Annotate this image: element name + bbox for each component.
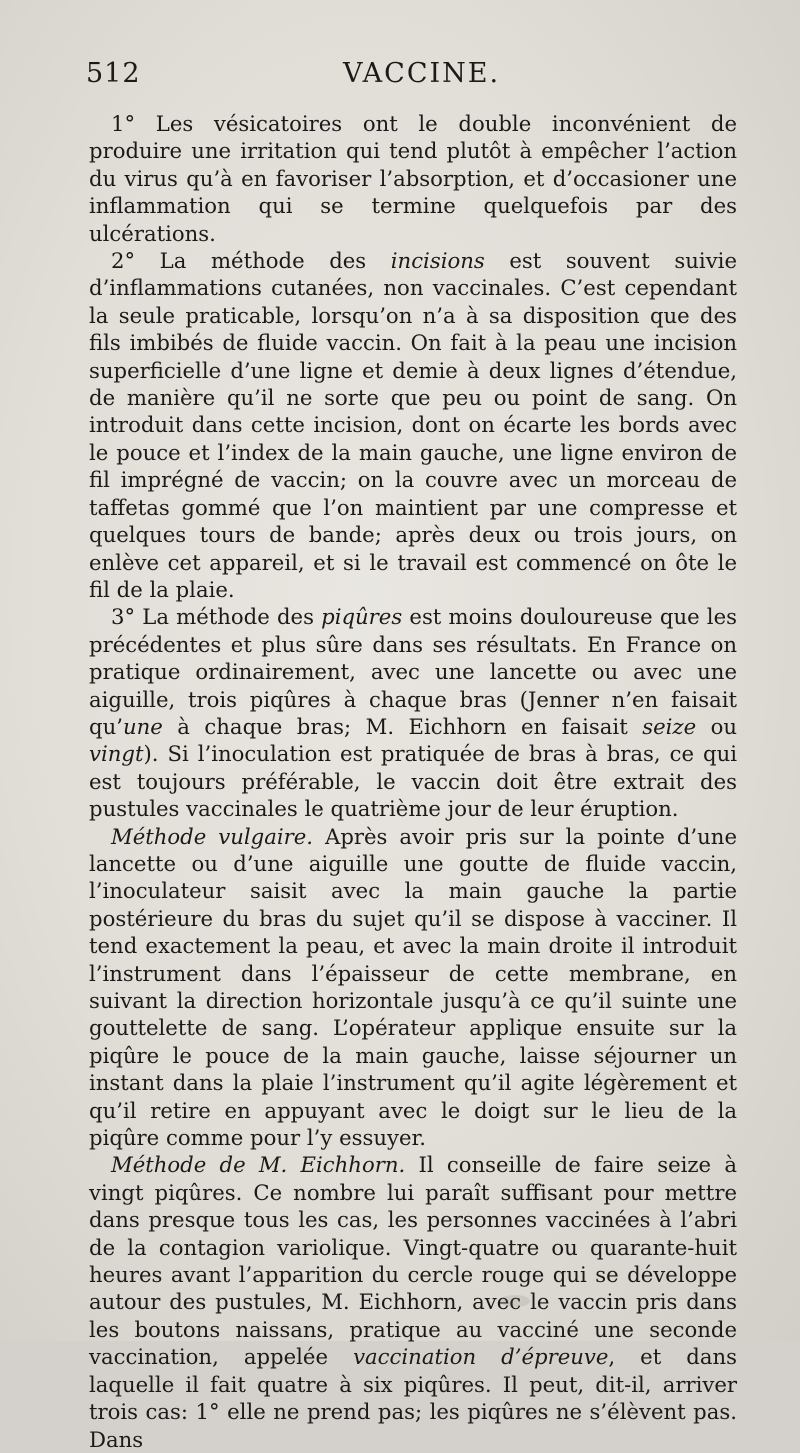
paragraph-4 (89, 823, 737, 1152)
italic-run: Méthode vulgaire. (111, 823, 314, 849)
text-run: Après avoir pris sur la pointe d’une lancette ou d’une aiguille une goutte de fluide vaccin, l’inoculateur saisit avec la main gauche la partie postérieure du bras du sujet qu’il se dispose à vacciner. Il tend exactement la peau, et avec la main droite il introduit l’instrument dans l’épaisseur de cette membrane, en suivant la direction horizontale jusqu’à ce qu’il suinte une gouttelette de sang. L’opérateur applique ensuite sur la piqûre le pouce de la main gauche, laisse séjourner un instant dans la plaie l’instrument qu’il agite légèrement et qu’il retire en appuyant avec le doigt sur le lieu de la piqûre comme pour l’y essuyer. (89, 823, 737, 1151)
text-run: ou (696, 713, 738, 739)
paragraph-2 (89, 247, 737, 603)
page-header (86, 58, 726, 98)
text-run: 2° La méthode des (111, 248, 391, 274)
paragraph-5 (89, 1151, 737, 1452)
paragraph-3 (89, 603, 737, 822)
paragraph-1 (89, 110, 737, 247)
italic-run: seize (642, 713, 697, 739)
italic-run: piqûres (321, 604, 403, 630)
italic-run: vaccination d’épreuve (353, 1344, 609, 1370)
italic-run: vingt (89, 741, 144, 767)
text-run: Il conseille de faire seize à vingt piqûres. Ce nombre lui paraît suffisant pour mettre dans presque tous les cas, les personnes vaccinées à l’abri de la contagion variolique. Vingt-quatre ou quarante-huit heures avant l’apparition du cercle rouge qui se développe autour des pustules, M. Eichhorn, avec le vaccin pris dans les boutons naissans, pratique au vacciné une seconde vaccination, appelée (89, 1152, 737, 1370)
running-title: VACCINE. (343, 58, 501, 89)
text-run: 3° La méthode des (111, 604, 322, 630)
text-run: 1° Les vésicatoires ont le double inconvénient de produire une irritation qui tend plutôt à empêcher l’action du virus qu’à en favoriser l’absorption, et d’occasioner une inflammation qui se termine quelquefois par des ulcérations. (89, 111, 737, 246)
italic-run: Méthode de M. Eichhorn. (111, 1152, 406, 1178)
text-run: à chaque bras; M. Eichhorn en faisait (162, 713, 643, 739)
text-run: , et dans laquelle il fait quatre à six piqûres. Il peut, dit-il, arriver trois cas: 1° elle ne prend pas; les piqûres ne s’élèvent pas. Dans (89, 1344, 737, 1452)
body-text (89, 110, 737, 1453)
italic-run: incisions (390, 248, 485, 274)
page-number: 512 (86, 58, 141, 89)
ink-smudge (500, 1295, 530, 1307)
text-run: est moins douloureuse que les précédentes et plus sûre dans ses résultats. En France on pratique ordinairement, avec une lancette ou avec une aiguille, trois piqûres à chaque bras (Jenner n’en faisait qu’ (89, 604, 737, 739)
text-run: ). Si l’inoculation est pratiquée de bras à bras, ce qui est toujours préférable, le vaccin doit être extrait des pustules vaccinales le quatrième jour de leur éruption. (89, 741, 737, 822)
italic-run: une (122, 713, 163, 739)
text-run: est souvent suivie d’inflammations cutanées, non vaccinales. C’est cependant la seule praticable, lorsqu’on n’a à sa disposition que des fils imbibés de fluide vaccin. On fait à la peau une incision superficielle d’une ligne et demie à deux lignes d’étendue, de manière qu’il ne sorte que peu ou point de sang. On introduit dans cette incision, dont on écarte les bords avec le pouce et l’index de la main gauche, une ligne environ de fil imprégné de vaccin; on la couvre avec un morceau de taffetas gommé que l’on maintient par une compresse et quelques tours de bande; après deux ou trois jours, on enlève cet appareil, et si le travail est commencé on ôte le fil de la plaie. (89, 248, 737, 602)
